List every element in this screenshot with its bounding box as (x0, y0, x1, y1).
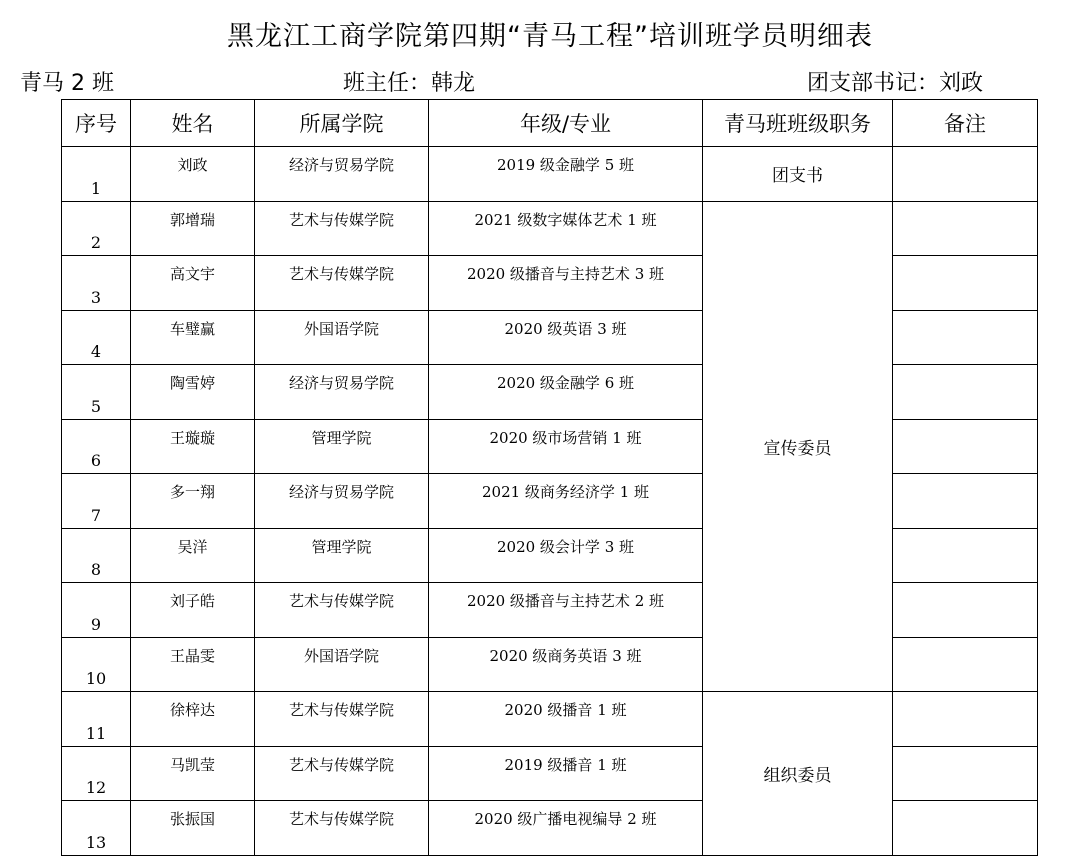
cell-no: 2 (62, 201, 131, 256)
cell-no: 12 (62, 746, 131, 801)
cell-name: 刘子皓 (131, 583, 255, 638)
cell-remark (893, 365, 1038, 420)
cell-name: 刘政 (131, 147, 255, 202)
cell-college: 艺术与传媒学院 (255, 746, 429, 801)
cell-major: 2019 级金融学 5 班 (429, 147, 703, 202)
cell-remark (893, 419, 1038, 474)
cell-name: 马凯莹 (131, 746, 255, 801)
cell-role-league-secretary: 团支书 (703, 147, 893, 202)
cell-major: 2020 级会计学 3 班 (429, 528, 703, 583)
cell-college: 经济与贸易学院 (255, 365, 429, 420)
class-name: 青马 2 班 (20, 71, 114, 96)
cell-name: 郭增瑞 (131, 201, 255, 256)
cell-name: 车璧赢 (131, 310, 255, 365)
cell-name: 高文宇 (131, 256, 255, 311)
cell-college: 艺术与传媒学院 (255, 583, 429, 638)
column-header-no: 序号 (62, 100, 131, 147)
cell-role-organization: 组织委员 (703, 692, 893, 856)
cell-name: 王璇璇 (131, 419, 255, 474)
cell-college: 艺术与传媒学院 (255, 256, 429, 311)
cell-remark (893, 147, 1038, 202)
cell-college: 艺术与传媒学院 (255, 201, 429, 256)
league-secretary: 团支部书记：刘政 (807, 71, 984, 96)
cell-no: 7 (62, 474, 131, 529)
cell-no: 4 (62, 310, 131, 365)
cell-major: 2020 级播音 1 班 (429, 692, 703, 747)
cell-remark (893, 256, 1038, 311)
cell-major: 2019 级播音 1 班 (429, 746, 703, 801)
cell-college: 管理学院 (255, 419, 429, 474)
cell-major: 2020 级播音与主持艺术 2 班 (429, 583, 703, 638)
cell-college: 经济与贸易学院 (255, 147, 429, 202)
cell-major: 2020 级广播电视编导 2 班 (429, 801, 703, 856)
page-title: 黑龙江工商学院第四期“青马工程”培训班学员明细表 (227, 21, 873, 52)
cell-remark (893, 310, 1038, 365)
cell-no: 5 (62, 365, 131, 420)
cell-college: 外国语学院 (255, 637, 429, 692)
table-row (62, 201, 1038, 256)
cell-remark (893, 201, 1038, 256)
cell-no: 9 (62, 583, 131, 638)
cell-major: 2020 级金融学 6 班 (429, 365, 703, 420)
cell-remark (893, 746, 1038, 801)
cell-no: 10 (62, 637, 131, 692)
cell-remark (893, 583, 1038, 638)
cell-role-publicity: 宣传委员 (703, 201, 893, 692)
cell-major: 2020 级英语 3 班 (429, 310, 703, 365)
column-header-remark: 备注 (893, 100, 1038, 147)
cell-college: 外国语学院 (255, 310, 429, 365)
cell-remark (893, 528, 1038, 583)
cell-remark (893, 637, 1038, 692)
cell-major: 2020 级市场营销 1 班 (429, 419, 703, 474)
head-teacher: 班主任：韩龙 (343, 71, 476, 96)
column-header-role: 青马班班级职务 (703, 100, 893, 147)
cell-college: 艺术与传媒学院 (255, 692, 429, 747)
cell-name: 王晶雯 (131, 637, 255, 692)
cell-no: 8 (62, 528, 131, 583)
cell-name: 张振国 (131, 801, 255, 856)
cell-major: 2021 级商务经济学 1 班 (429, 474, 703, 529)
cell-no: 13 (62, 801, 131, 856)
cell-name: 徐梓达 (131, 692, 255, 747)
cell-major: 2021 级数字媒体艺术 1 班 (429, 201, 703, 256)
table-row (62, 692, 1038, 747)
cell-name: 陶雪婷 (131, 365, 255, 420)
cell-major: 2020 级商务英语 3 班 (429, 637, 703, 692)
cell-major: 2020 级播音与主持艺术 3 班 (429, 256, 703, 311)
column-header-college: 所属学院 (255, 100, 429, 147)
cell-college: 管理学院 (255, 528, 429, 583)
column-header-major: 年级/专业 (429, 100, 703, 147)
cell-college: 艺术与传媒学院 (255, 801, 429, 856)
cell-no: 3 (62, 256, 131, 311)
cell-no: 6 (62, 419, 131, 474)
cell-no: 1 (62, 147, 131, 202)
cell-name: 多一翔 (131, 474, 255, 529)
cell-college: 经济与贸易学院 (255, 474, 429, 529)
cell-name: 吴洋 (131, 528, 255, 583)
cell-remark (893, 474, 1038, 529)
cell-no: 11 (62, 692, 131, 747)
column-header-name: 姓名 (131, 100, 255, 147)
cell-remark (893, 692, 1038, 747)
table-header-row (62, 100, 1038, 147)
table-row (62, 147, 1038, 202)
member-table (61, 99, 1038, 856)
cell-remark (893, 801, 1038, 856)
